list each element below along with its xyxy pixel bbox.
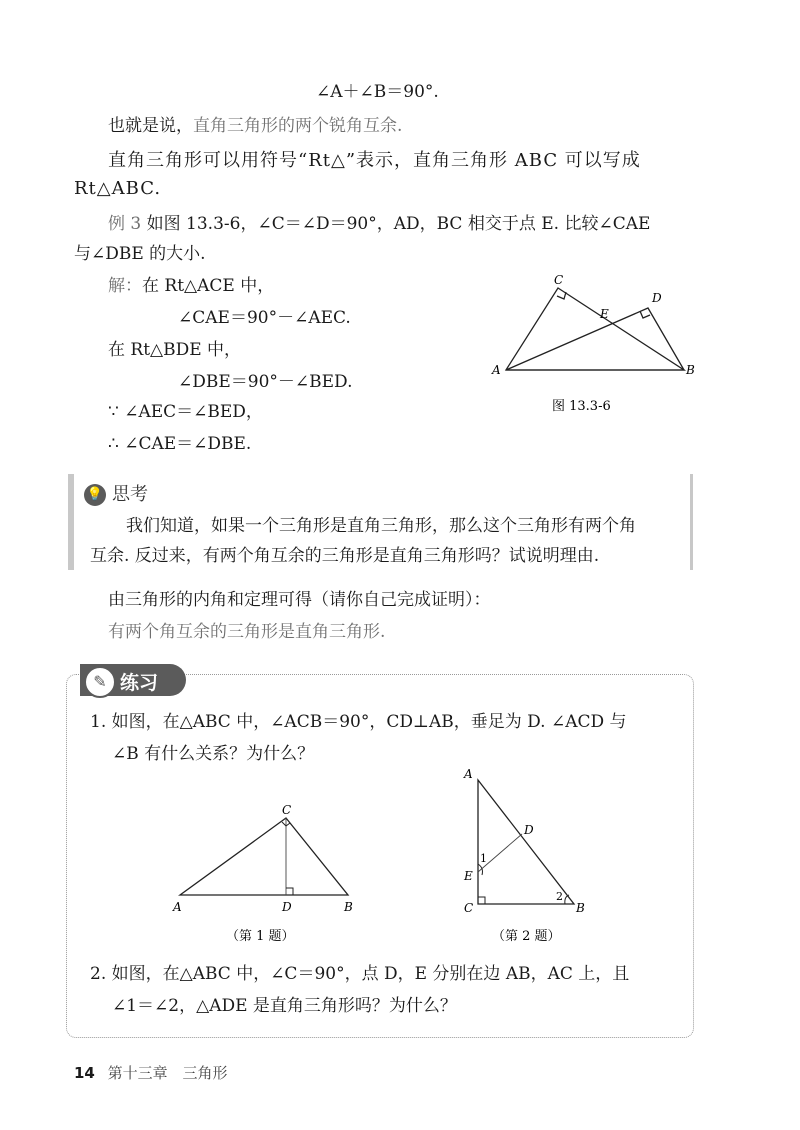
figure-13-3-6 [486, 270, 706, 420]
figure-question-1 [168, 798, 368, 948]
think-bar-left [68, 474, 74, 570]
solution-prefix: 解： [108, 276, 142, 296]
q2-label-d: D [524, 823, 534, 837]
q2-caption: （第 2 题） [492, 929, 561, 944]
example-line1 [108, 212, 650, 236]
think-title [84, 480, 148, 506]
q2-label-a: A [464, 767, 473, 781]
figure-caption: 图 13.3-6 [552, 399, 611, 414]
label-b: B [686, 363, 695, 377]
q1-label-c: C [282, 803, 292, 817]
think-line1: 我们知道，如果一个三角形是直角三角形，那么这个三角形有两个角 [126, 516, 636, 536]
q2-label-c: C [464, 901, 474, 915]
statement [108, 114, 402, 138]
question-1-line2: ∠B 有什么关系？为什么？ [112, 744, 315, 764]
label-e: E [600, 307, 609, 321]
statement-highlight: 直角三角形的两个锐角互余. [193, 116, 403, 136]
solution-line5: ∵ ∠AEC＝∠BED， [108, 402, 263, 422]
solution-line2: ∠CAE＝90°－∠AEC. [178, 308, 351, 328]
statement-prefix: 也就是说， [108, 116, 193, 136]
question-2-line2: ∠1＝∠2，△ADE 是直角三角形吗？为什么？ [112, 996, 457, 1016]
practice-label: 练习 [120, 672, 159, 694]
example-line2: 与∠DBE 的大小. [74, 244, 206, 264]
q1-caption: （第 1 题） [226, 929, 295, 944]
q1-label-a: A [173, 900, 182, 914]
q2-label-e: E [464, 869, 473, 883]
triangle-abc-q2 [478, 780, 574, 904]
solution-line3: 在 Rt△BDE 中， [108, 340, 242, 360]
page-number: 14 [74, 1064, 95, 1082]
figure-question-2 [452, 764, 612, 948]
q1-label-b: B [344, 900, 353, 914]
theorem-intro: 由三角形的内角和定理可得（请你自己完成证明）： [108, 590, 491, 610]
chapter-title: 三角形 [182, 1064, 228, 1082]
q2-label-1: 1 [480, 852, 487, 865]
question-2-line1: 2. 如图，在△ABC 中，∠C＝90°，点 D，E 分别在边 AB，AC 上，且 [90, 964, 630, 984]
question-1-line1: 1. 如图，在△ABC 中，∠ACB＝90°，CD⊥AB，垂足为 D. ∠ACD 与 [90, 712, 627, 732]
rt-notation-line2: Rt△ABC. [74, 178, 162, 199]
right-angle-c-q2 [478, 897, 485, 904]
footer [74, 1062, 227, 1083]
solution-line1 [108, 274, 274, 298]
label-a: A [492, 363, 501, 377]
theorem: 有两个角互余的三角形是直角三角形. [108, 622, 386, 642]
q2-label-2: 2 [556, 890, 563, 903]
solution-text1: 在 Rt△ACE 中， [142, 276, 275, 296]
example-text1: 如图 13.3-6，∠C＝∠D＝90°，AD，BC 相交于点 E. 比较∠CAE [146, 214, 651, 234]
right-angle-d-q1 [286, 888, 293, 895]
label-c: C [554, 273, 564, 287]
label-d: D [652, 291, 662, 305]
rt-notation-line1: 直角三角形可以用符号“Rt△”表示，直角三角形 ABC 可以写成 [108, 150, 641, 171]
triangle-adb [506, 308, 684, 370]
top-equation: ∠A＋∠B＝90°. [316, 82, 439, 102]
example-label: 例 3 [108, 214, 142, 234]
right-angle-d [640, 311, 650, 318]
think-line2: 互余. 反过来，有两个角互余的三角形是直角三角形吗？试说明理由. [90, 546, 600, 566]
solution-line6: ∴ ∠CAE＝∠DBE. [108, 434, 252, 454]
solution-line4: ∠DBE＝90°－∠BED. [178, 372, 353, 392]
lightbulb-icon: 💡 [84, 484, 106, 506]
think-title-text: 思考 [112, 484, 148, 505]
q1-label-d: D [282, 900, 292, 914]
triangle-abc-q1 [180, 818, 348, 895]
q2-label-b: B [576, 901, 585, 915]
think-bar-right [690, 474, 693, 570]
chapter-label: 第十三章 [107, 1064, 168, 1082]
pencil-icon: ✎ [84, 666, 116, 698]
